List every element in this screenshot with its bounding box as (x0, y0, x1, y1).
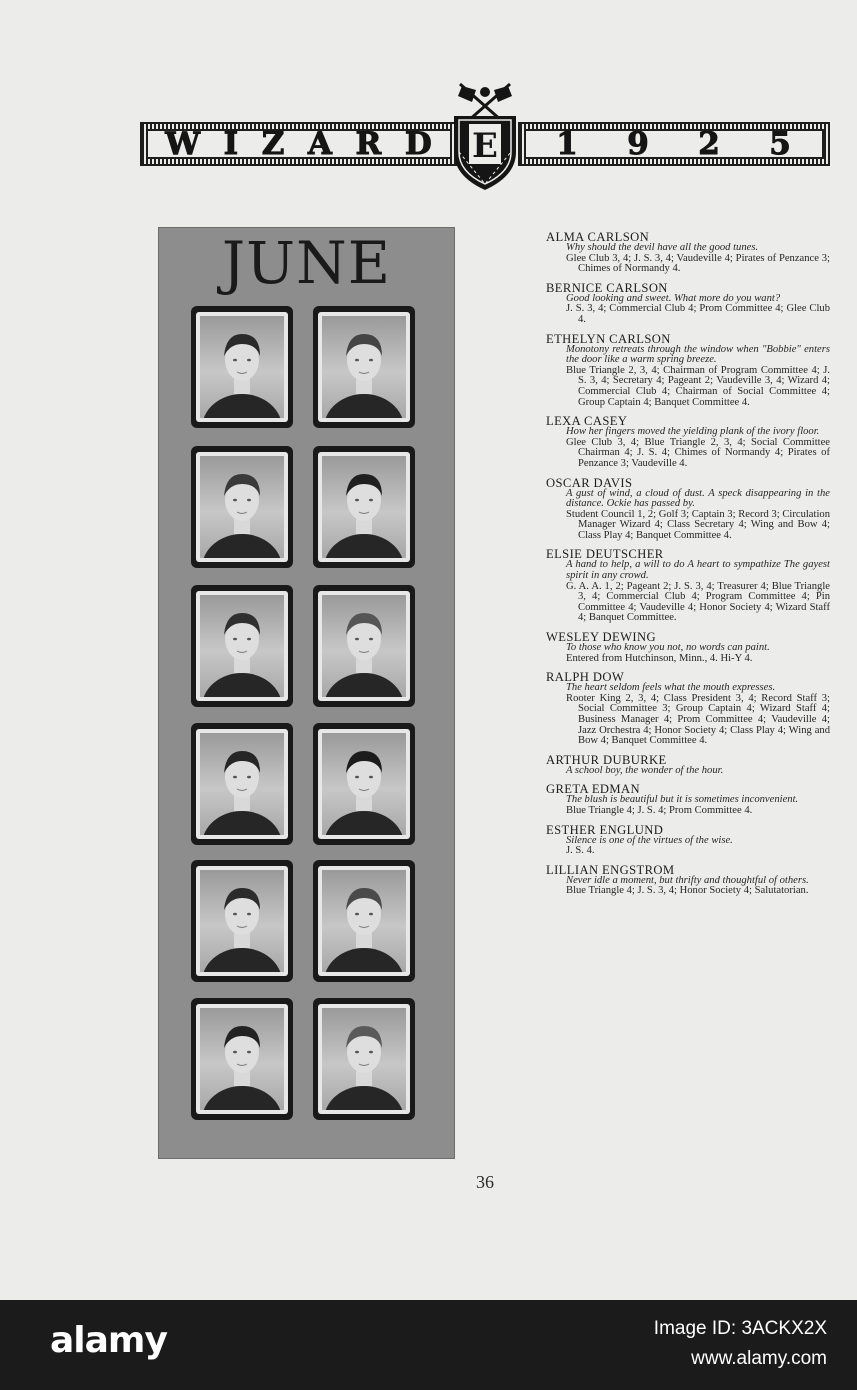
site-url: www.alamy.com (691, 1348, 827, 1369)
student-portrait (313, 446, 415, 568)
masthead-digit: 9 (627, 126, 650, 162)
student-quote: The blush is beautiful but it is sometimes inconvenient. (566, 794, 799, 806)
student-quote: Why should the devil have all the good tunes. (566, 242, 759, 253)
portrait-photo (200, 456, 284, 558)
student-quote: Silence is one of the virtues of the wise. (566, 834, 733, 846)
student-entry (546, 548, 830, 624)
student-portrait (313, 860, 415, 982)
student-name: LEXA CASEY (546, 414, 628, 429)
masthead-digit: 2 (698, 126, 721, 162)
portrait-photo (322, 456, 406, 558)
student-portrait (191, 306, 293, 428)
student-activities: Rooter King 2, 3, 4; Class President 3, 4; Record Staff 3; Social Committee 3; Group Captain 4; Wizard Staff 4; Business Manager 4; Prom Committee 4; Vaudeville 4; Jazz Orchestra 4; Honor Society 4; Class Play 4; Wing and Bow 4; Banquet Committee 4. (566, 692, 830, 747)
watermark-info (654, 1314, 827, 1374)
student-activities: J. S. 3, 4; Commercial Club 4; Prom Committee 4; Glee Club 4. (566, 303, 830, 325)
student-entry (546, 231, 830, 275)
student-name: ESTHER ENGLUND (546, 822, 664, 837)
masthead-letter: Z (261, 126, 286, 162)
student-activities: Glee Club 3, 4; J. S. 3, 4; Vaudeville 4; Pirates of Penzance 3; Chimes of Normandy 4. (566, 252, 830, 275)
student-name: ARTHUR DUBURKE (546, 752, 667, 767)
student-quote: A hand to help, a will to do A heart to sympathize The gayest spirit in any crowd. (566, 559, 830, 582)
student-activities: Blue Triangle 4; J. S. 3, 4; Honor Society 4; Salutatorian. (566, 885, 809, 897)
student-portrait (313, 723, 415, 845)
student-name: RALPH DOW (546, 670, 625, 685)
student-quote: A school boy, the wonder of the hour. (566, 764, 724, 776)
photo-column (158, 227, 455, 1159)
portrait-photo (200, 316, 284, 418)
student-quote: A gust of wind, a cloud of dust. A speck disappearing in the distance. Ockie has passed by. (566, 487, 830, 510)
student-name: GRETA EDMAN (546, 782, 640, 797)
month-heading: JUNE (221, 229, 392, 297)
student-name: LILLIAN ENGSTROM (546, 862, 675, 877)
student-name: WESLEY DEWING (546, 630, 657, 645)
masthead-letter: R (355, 126, 383, 162)
portrait-photo (200, 1008, 284, 1110)
student-activities: Glee Club 3, 4; Blue Triangle 2, 3, 4; Social Committee Chairman 4; J. S. 4; Chimes of Normandy 4; Pirates of Penzance 3; Vaudeville 4. (566, 436, 830, 469)
student-name: ALMA CARLSON (546, 230, 650, 244)
watermark-bar (0, 1300, 857, 1390)
student-entry (546, 631, 830, 664)
crest-shield-icon (450, 80, 520, 192)
crest-letter: E (472, 126, 498, 166)
masthead-right-band (518, 122, 830, 166)
student-entry (546, 333, 830, 409)
portrait-photo (322, 870, 406, 972)
student-entry (546, 783, 830, 816)
portrait-photo (322, 733, 406, 835)
student-quote: How her fingers moved the yielding plank of the ivory floor. (566, 426, 820, 438)
student-portrait (191, 723, 293, 845)
student-activities: Blue Triangle 2, 3, 4; Chairman of Program Committee 4; J. S. 3, 4; Secretary 4; Pageant 2; Vaudeville 3, 4; Wizard 4; Commercial Club 4; Chairman of Social Committee 4; Group Captain 4; Banquet Committee 4. (566, 364, 830, 408)
student-portrait (313, 585, 415, 707)
masthead-digit: 5 (769, 126, 792, 162)
student-quote: Good looking and sweet. What more do you want? (566, 292, 781, 304)
student-activities: Entered from Hutchinson, Minn., 4. Hi-Y 4. (566, 652, 753, 664)
student-name: OSCAR DAVIS (546, 475, 633, 490)
page-number: 36 (476, 1172, 494, 1192)
student-quote: Monotony retreats through the window when "Bobbie" enters the door like a warm spring breeze. (566, 343, 830, 366)
student-activities: Blue Triangle 4; J. S. 4; Prom Committee 4. (566, 804, 753, 816)
masthead-letter: I (223, 126, 240, 162)
student-quote: Never idle a moment, but thrifty and thoughtful of others. (566, 874, 809, 886)
student-activities: G. A. A. 1, 2; Pageant 2; J. S. 3, 4; Treasurer 4; Blue Triangle 3, 4; Commercial Club 4; Program Committee 4; Pin Committee 4; Vaudeville 4; Honor Society 4; Wizard Staff 4; Banquet Committee. (566, 580, 830, 624)
masthead-letter: W (165, 126, 202, 162)
student-name: ETHELYN CARLSON (546, 331, 671, 346)
student-quote: The heart seldom feels what the mouth expresses. (566, 682, 776, 694)
masthead-left-band (140, 122, 458, 166)
student-portrait (191, 446, 293, 568)
student-name: BERNICE CARLSON (546, 280, 668, 295)
student-name: ELSIE DEUTSCHER (546, 547, 664, 562)
portrait-photo (200, 595, 284, 697)
student-portrait (191, 998, 293, 1120)
portrait-photo (322, 595, 406, 697)
student-entry (546, 477, 830, 542)
student-portrait (313, 306, 415, 428)
student-entry (546, 282, 830, 326)
student-bio-list (546, 231, 830, 904)
masthead-letter: D (404, 126, 433, 162)
student-entry (546, 671, 830, 747)
student-entry (546, 415, 830, 469)
student-portrait (191, 585, 293, 707)
student-quote: To those who know you not, no words can paint. (566, 642, 770, 654)
portrait-photo (200, 733, 284, 835)
student-portrait (313, 998, 415, 1120)
student-activities: J. S. 4. (566, 845, 595, 857)
student-entry (546, 864, 830, 897)
portrait-photo (322, 316, 406, 418)
student-entry (546, 824, 830, 857)
masthead-digit: 1 (556, 126, 579, 162)
masthead-letter: A (307, 126, 333, 162)
student-entry (546, 754, 830, 777)
watermark-logo: alamy (50, 1320, 167, 1361)
portrait-photo (200, 870, 284, 972)
portrait-photo (322, 1008, 406, 1110)
student-activities: Student Council 1, 2; Golf 3; Captain 3; Record 3; Circulation Manager Wizard 4; Class Secretary 4; Wing and Bow 4; Class Play 4; Banquet Committee 4. (566, 508, 830, 541)
student-portrait (191, 860, 293, 982)
image-id: Image ID: 3ACKX2X (653, 1318, 827, 1339)
